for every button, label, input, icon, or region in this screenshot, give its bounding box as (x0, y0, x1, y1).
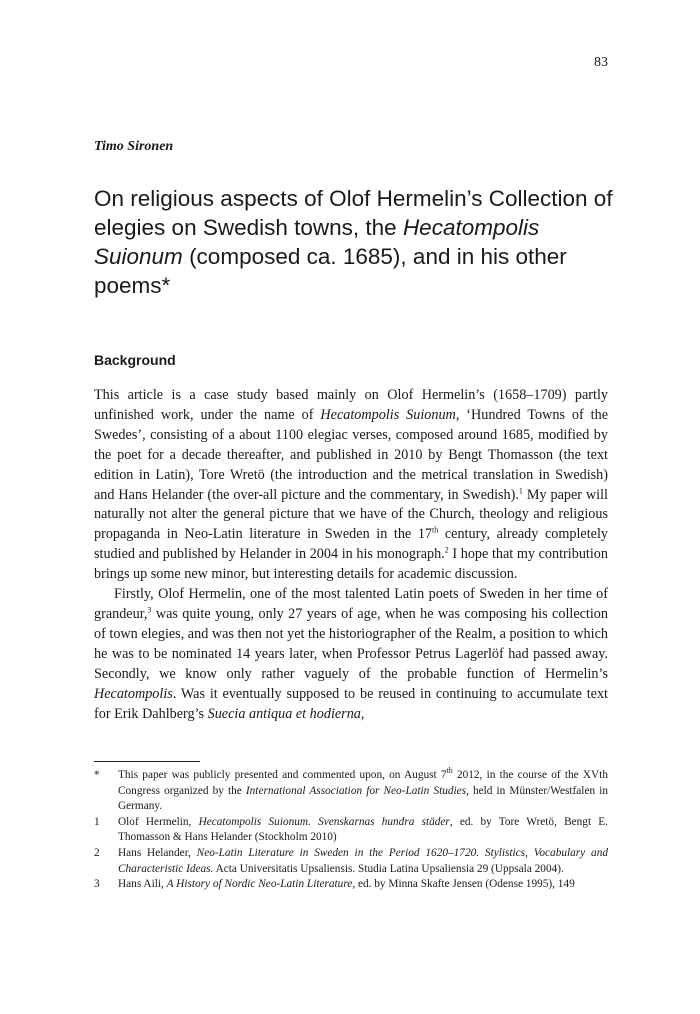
text-run: This article is a case study based mainly on Olof Hermelin’s (1658–1709) partly unfinished work, under the name of (94, 387, 608, 423)
text-run: was quite young, only 27 years of age, when he was composing his collection of town elegies, and was then not yet the historiographer of the Realm, a position to which he was to be nominated 14 years later, when Professor Petrus Lagerlöf had passed away. Secondly, we know only rather vaguely of the probable function of Hermelin’s (94, 605, 608, 682)
footnote-mark: 3 (94, 878, 100, 891)
footnote (94, 846, 608, 877)
superscript: th (432, 525, 439, 535)
text-run: Acta Universitatis Upsaliensis. Studia Latina Upsaliensia 29 (Uppsala 2004). (213, 862, 564, 875)
text-run: 2012, in the course of the XVth Congress organized by the (118, 769, 609, 797)
text-run: , ed. by Tore Wretö, Bengt E. Thomasson & Hans Helander (Stockholm 2010) (118, 815, 608, 844)
footnote-text (118, 815, 608, 846)
footnotes (94, 768, 608, 893)
italic-run: Hecatompolis Suionum. Svenskarnas hundra städer (198, 815, 450, 828)
italic-run: Neo-Latin Literature in Sweden in the Period 1620–1720. Stylistics, Vocabulary and Characteristic Ideas. (118, 846, 608, 875)
text-run: . Was it eventually supposed to be reused in continuing to accumulate text for Erik Dahlberg’s (94, 685, 608, 722)
paragraph (94, 585, 608, 724)
text-run: Hans Helander, (118, 846, 197, 859)
text-run: century, already completely studied and published by Helander in 2004 in his monograph. (94, 526, 608, 563)
title-part: (composed ca. 1685), and in his other poems* (94, 244, 567, 298)
page-number: 83 (594, 55, 608, 70)
article-title (94, 184, 614, 300)
footnote (94, 877, 608, 893)
footnote-divider (94, 761, 200, 762)
body-text (94, 386, 608, 724)
author-name: Timo Sironen (94, 139, 174, 154)
text-run: This paper was publicly presented and commented upon, on August 7 (118, 769, 447, 781)
footnote-text (118, 877, 608, 893)
footnote-ref[interactable]: 3 (147, 605, 152, 615)
text-run: My paper will naturally not alter the general picture that we have of the Church, theology and religious propaganda in Neo-Latin literature in Sweden in the 17 (94, 486, 608, 543)
section-heading: Background (94, 352, 176, 368)
footnote-mark: 1 (94, 815, 100, 828)
italic-run: International Association for Neo-Latin Studies (245, 784, 467, 797)
italic-run: Hecatompolis Suionum (320, 406, 456, 423)
footnote (94, 815, 608, 846)
text-run: Olof Hermelin, (118, 815, 199, 828)
italic-run: Hecatompolis (94, 685, 173, 702)
superscript: th (446, 766, 453, 776)
footnote-text (118, 768, 608, 815)
text-run: I hope that my contribution brings up some new minor, but interesting details for academic discussion. (94, 546, 608, 583)
text-run: Firstly, Olof Hermelin, one of the most talented Latin poets of Sweden in her time of grandeur, (94, 586, 608, 622)
text-run: Hans Aili, (118, 878, 167, 891)
text-run: , ‘Hundred Towns of the Swedes’, consisting of a about 1100 elegiac verses, composed around 1685, modified by the poet for a decade thereafter, and published in 2010 by Bengt Thomasson (the text edition in Latin), Tore Wretö (the introduction and the metrical translation in Swedish) and Hans Helander (the over-all picture and the commentary, in Swedish). (94, 406, 608, 503)
footnote-mark: 2 (94, 846, 100, 859)
paragraph (94, 386, 608, 585)
text-run: , ed. by Minna Skafte Jensen (Odense 1995), 149 (352, 878, 575, 891)
text-run: , (360, 705, 365, 722)
italic-run: Suecia antiqua et hodierna (207, 705, 361, 722)
title-italic: Hecatompolis Suionum (94, 215, 540, 269)
footnote-ref[interactable]: 2 (444, 545, 449, 555)
footnote-text (118, 846, 608, 877)
footnote-ref[interactable]: 1 (518, 485, 523, 495)
footnote (94, 768, 608, 815)
italic-run: A History of Nordic Neo-Latin Literature (166, 878, 353, 891)
text-run: , held in Münster/Westfalen in Germany. (118, 784, 608, 813)
footnote-mark: * (94, 769, 100, 781)
title-part: On religious aspects of Olof Hermelin’s Collection of elegies on Swedish towns, the (94, 186, 613, 240)
